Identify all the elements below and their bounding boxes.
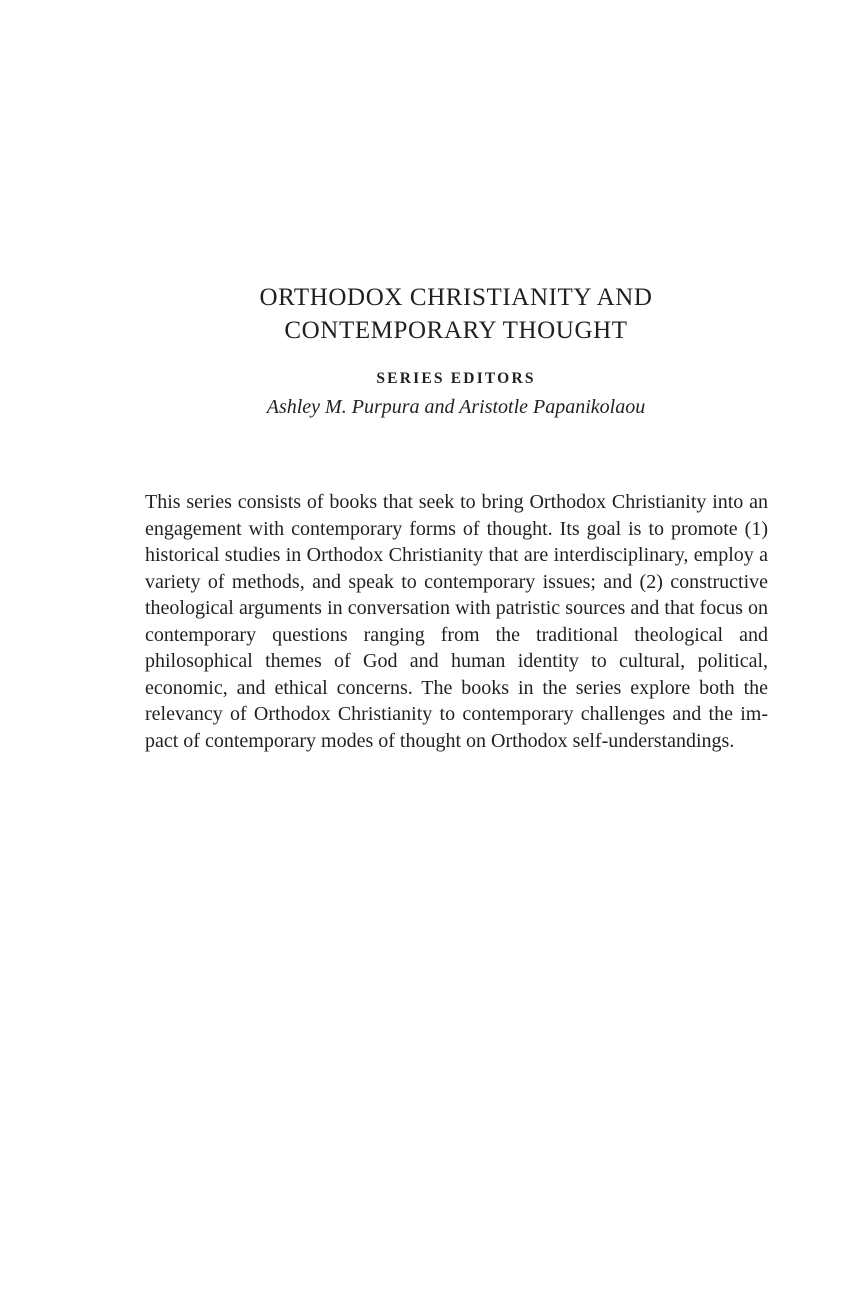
series-editors-heading: SERIES EDITORS	[376, 370, 536, 387]
series-editors-names: Ashley M. Purpura and Aristotle Papanikolaou	[266, 396, 646, 418]
series-description: This series consists of books that seek to bring Orthodox Christianity into an engagement with contemporary forms of thought. Its goal is to promote (1) historical studies in Orthodox Christianity that are interdisciplinary, employ a variety of methods, and speak to contemporary issues; and (2) constructive theological arguments in conversation with patristic sources and that focus on contemporary questions ranging from the traditional theological and philosophical themes of God and human identity to cultural, political, economic, and ethical concerns. The books in the series explore both the relevancy of Orthodox Christianity to contemporary challenges and the impact of contemporary modes of thought on Orthodox self-understandings.	[145, 491, 768, 752]
series-title-line-2: CONTEMPORARY THOUGHT	[284, 317, 628, 344]
series-title	[0, 281, 864, 347]
series-title-line-1: ORTHODOX CHRISTIANITY AND	[259, 284, 653, 311]
